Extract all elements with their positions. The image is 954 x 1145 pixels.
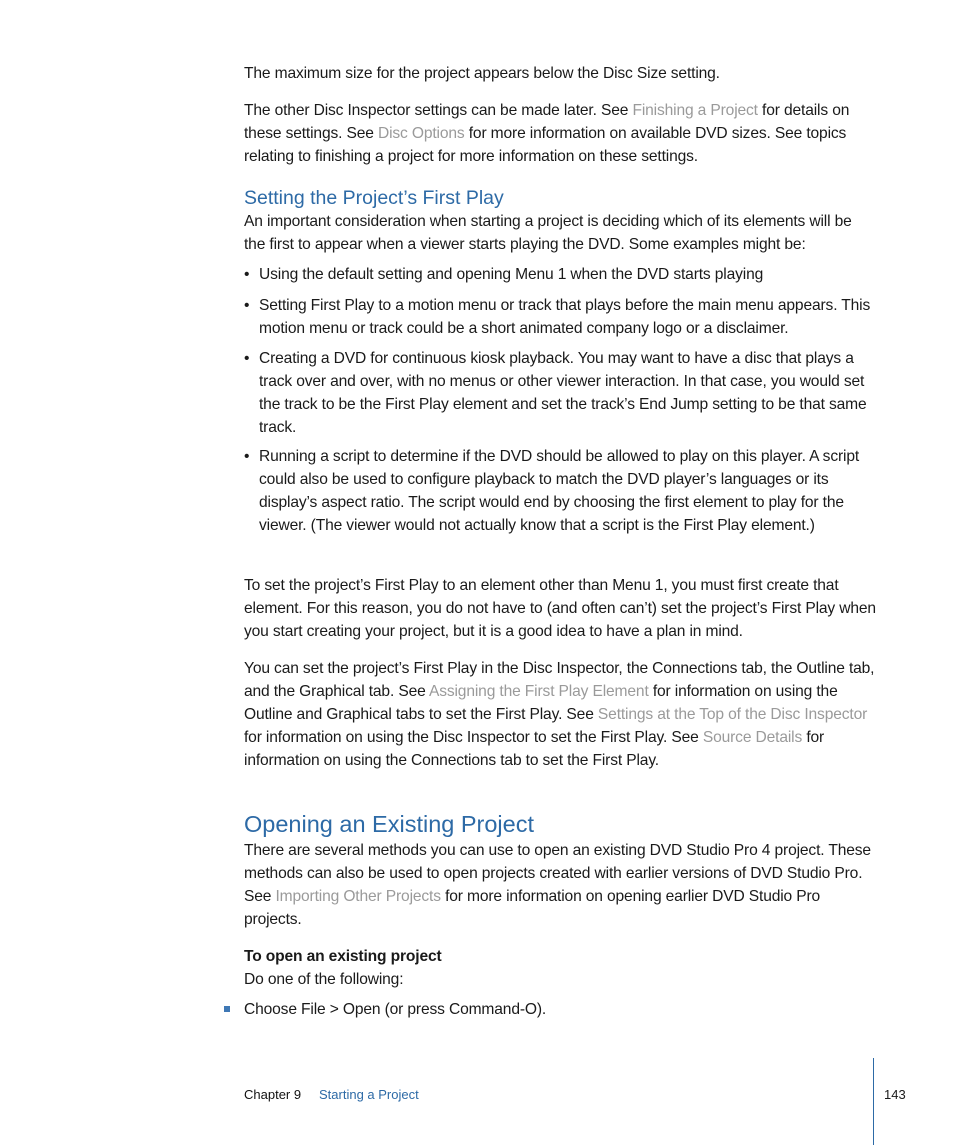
- list-item-text: Running a script to determine if the DVD should be allowed to play on this player. A script could also be used to configure playback to match the DVD player’s languages or its display’s aspect ratio. The script would end by choosing the first element to play for the viewer. (The viewer would not actually know that a script is the First Play element.): [259, 448, 860, 534]
- text: for information on using the Disc Inspector to set the First Play. See: [244, 729, 703, 746]
- text: for details on these settings. See: [244, 102, 850, 142]
- link-importing-other-projects[interactable]: Importing Other Projects: [275, 888, 441, 905]
- text: for information on using the Connections tab to set the First Play.: [244, 729, 825, 769]
- link-finishing-a-project[interactable]: Finishing a Project: [632, 102, 758, 119]
- bullet-icon: •: [244, 448, 250, 465]
- list-item: [244, 445, 876, 537]
- text: The other Disc Inspector settings can be made later. See: [244, 102, 633, 119]
- paragraph: [244, 839, 876, 931]
- footer-chapter-title: Starting a Project: [319, 1087, 419, 1102]
- paragraph: To set the project’s First Play to an element other than Menu 1, you must first create that element. For this reason, you do not have to (and often can’t) set the project’s First Play when you start creating your project, but it is a good idea to have a plan in mind.: [244, 577, 876, 640]
- list-item: [244, 294, 876, 340]
- text: for more information on available DVD sizes. See topics relating to finishing a project for more information on these settings.: [244, 125, 847, 165]
- bullet-icon: •: [244, 297, 250, 314]
- text: There are several methods you can use to open an existing DVD Studio Pro 4 project. These methods can also be used to open projects created with earlier versions of DVD Studio Pro. See: [244, 842, 871, 905]
- square-bullet-icon: [224, 1006, 230, 1012]
- link-assigning-first-play[interactable]: Assigning the First Play Element: [428, 683, 649, 700]
- task-intro: Do one of the following:: [244, 971, 404, 988]
- bullet-icon: •: [244, 350, 250, 367]
- paragraph: The maximum size for the project appears below the Disc Size setting.: [244, 65, 720, 82]
- list-item-text: Creating a DVD for continuous kiosk playback. You may want to have a disc that plays a track over and over, with no menus or other viewer interaction. In that case, you would set the track to be the First Play element and set the track’s End Jump setting to be that same track.: [259, 350, 867, 436]
- bullet-icon: •: [244, 266, 250, 283]
- section-heading: Opening an Existing Project: [244, 811, 534, 837]
- list-item-text: Setting First Play to a motion menu or track that plays before the main menu appears. This motion menu or track could be a short animated company logo or a disclaimer.: [259, 297, 871, 337]
- footer-chapter: Chapter 9: [244, 1087, 302, 1102]
- list-item: [244, 347, 876, 439]
- link-settings-top-disc-inspector[interactable]: Settings at the Top of the Disc Inspector: [597, 706, 868, 723]
- list-item: [244, 263, 876, 286]
- task-step: Choose File > Open (or press Command-O).: [244, 1001, 547, 1018]
- paragraph: [244, 657, 876, 772]
- footer-divider: [873, 1058, 874, 1145]
- section-heading: Setting the Project’s First Play: [244, 187, 504, 209]
- page-number: 143: [884, 1087, 906, 1102]
- text: You can set the project’s First Play in the Disc Inspector, the Connections tab, the Outline tab, and the Graphical tab. See: [244, 660, 875, 700]
- link-source-details[interactable]: Source Details: [702, 729, 803, 746]
- paragraph: An important consideration when starting a project is deciding which of its elements will be the first to appear when a viewer starts playing the DVD. Some examples might be:: [244, 213, 852, 253]
- text: for more information on opening earlier DVD Studio Pro projects.: [244, 888, 821, 928]
- task-title: To open an existing project: [244, 948, 442, 965]
- text: for information on using the Outline and Graphical tabs to set the First Play. See: [244, 683, 838, 723]
- paragraph: [244, 99, 876, 168]
- list-item-text: Using the default setting and opening Menu 1 when the DVD starts playing: [259, 266, 764, 283]
- link-disc-options[interactable]: Disc Options: [377, 125, 465, 142]
